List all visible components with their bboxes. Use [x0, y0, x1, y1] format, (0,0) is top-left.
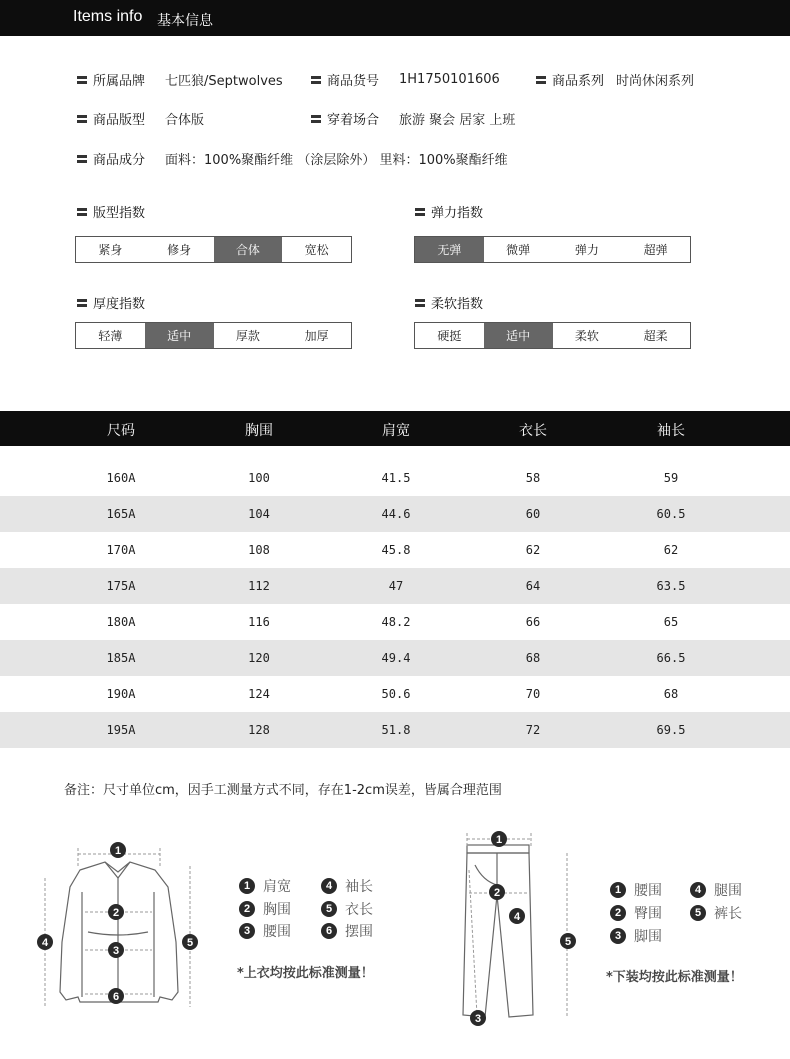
info-value: 七匹狼/Septwolves [165, 74, 283, 89]
index-option: 修身 [167, 243, 192, 257]
table-cell: 160A [106, 471, 136, 485]
index-option: 无弹 [415, 237, 484, 262]
index-option: 超弹 [643, 243, 668, 257]
bullet-icon [415, 208, 425, 216]
table-row [0, 532, 790, 568]
index-title-softness [415, 293, 483, 312]
table-cell: 63.5 [656, 579, 686, 593]
legend-label: 腰围 [634, 883, 662, 899]
table-cell: 59 [663, 471, 679, 485]
info-label: 商品货号 [327, 74, 380, 89]
number-badge: 4 [321, 878, 337, 894]
table-header-cell: 胸围 [245, 423, 273, 439]
index-option: 紧身 [98, 243, 123, 257]
bullet-icon [77, 76, 87, 84]
table-cell: 60 [525, 507, 541, 521]
info-fit [77, 109, 204, 128]
table-cell: 72 [525, 723, 541, 737]
info-sku [311, 70, 500, 89]
table-cell: 47 [388, 579, 404, 593]
number-badge: 3 [610, 928, 626, 944]
index-option: 超柔 [643, 329, 668, 343]
legend-label: 袖长 [345, 879, 373, 895]
number-badge: 5 [690, 905, 706, 921]
index-option: 硬挺 [437, 329, 462, 343]
table-cell: 100 [248, 471, 270, 485]
info-occasion [311, 109, 515, 128]
table-cell: 120 [248, 651, 270, 665]
index-option: 加厚 [304, 329, 329, 343]
bullet-icon [77, 299, 87, 307]
table-header-cell: 衣长 [519, 423, 547, 439]
table-cell: 58 [525, 471, 541, 485]
info-value: 旅游 聚会 居家 上班 [399, 113, 516, 128]
table-row [0, 604, 790, 640]
table-cell: 128 [248, 723, 270, 737]
table-cell: 185A [106, 651, 136, 665]
number-badge: 2 [610, 905, 626, 921]
diagram-marker: 5 [564, 936, 572, 948]
legend-label: 胸围 [263, 902, 291, 918]
table-cell: 180A [106, 615, 136, 629]
table-cell: 49.4 [381, 651, 411, 665]
table-cell: 41.5 [381, 471, 411, 485]
diagram-marker: 1 [114, 845, 122, 857]
table-row [0, 496, 790, 532]
info-label: 商品系列 [552, 74, 605, 89]
legend-item [239, 876, 291, 896]
bullet-icon [415, 299, 425, 307]
header-bar [0, 0, 790, 36]
index-title-label: 弹力指数 [431, 206, 484, 221]
table-cell: 195A [106, 723, 136, 737]
index-thickness-scale [75, 322, 352, 349]
table-cell: 62 [525, 543, 541, 557]
index-option: 厚款 [235, 329, 260, 343]
table-header-cell: 袖长 [657, 423, 685, 439]
top-standard-note: *上衣均按此标准测量！ [237, 966, 374, 981]
bullet-icon [77, 208, 87, 216]
index-stretch-scale [414, 236, 691, 263]
legend-label: 脚围 [634, 929, 662, 945]
table-row [0, 712, 790, 748]
number-badge: 5 [321, 901, 337, 917]
index-option: 适中 [145, 323, 214, 348]
measurement-note: 备注：尺寸单位cm，因手工测量方式不同，存在1-2cm误差，皆属合理范围 [64, 783, 502, 798]
table-cell: 60.5 [656, 507, 686, 521]
number-badge: 1 [239, 878, 255, 894]
index-option: 弹力 [574, 243, 599, 257]
index-softness-scale [414, 322, 691, 349]
info-label: 穿着场合 [327, 113, 380, 128]
legend-item [321, 921, 373, 941]
table-cell: 44.6 [381, 507, 411, 521]
diagram-marker: 5 [186, 937, 194, 949]
legend-label: 臀围 [634, 906, 662, 922]
legend-item [321, 899, 373, 919]
table-row [0, 568, 790, 604]
table-cell: 48.2 [381, 615, 411, 629]
table-cell: 190A [106, 687, 136, 701]
legend-item [690, 903, 742, 923]
table-cell: 62 [663, 543, 679, 557]
bullet-icon [77, 115, 87, 123]
index-option: 轻薄 [98, 329, 123, 343]
table-header-cell: 肩宽 [382, 423, 410, 439]
table-cell: 51.8 [381, 723, 411, 737]
table-cell: 124 [248, 687, 270, 701]
legend-item [610, 926, 662, 946]
legend-item [239, 921, 291, 941]
table-cell: 68 [663, 687, 679, 701]
table-cell: 64 [525, 579, 541, 593]
legend-item [321, 876, 373, 896]
index-option: 适中 [484, 323, 553, 348]
legend-label: 腰围 [263, 924, 291, 940]
bullet-icon [536, 76, 546, 84]
table-cell: 50.6 [381, 687, 411, 701]
table-cell: 68 [525, 651, 541, 665]
table-cell: 165A [106, 507, 136, 521]
table-row [0, 460, 790, 496]
index-option: 宽松 [304, 243, 329, 257]
legend-label: 摆围 [345, 924, 373, 940]
number-badge: 2 [239, 901, 255, 917]
index-title-label: 柔软指数 [431, 297, 484, 312]
legend-item [610, 903, 662, 923]
index-fit-scale [75, 236, 352, 263]
diagram-marker: 2 [112, 907, 120, 919]
info-value: 时尚休闲系列 [616, 74, 695, 89]
table-cell: 104 [248, 507, 270, 521]
info-value: 1H1750101606 [399, 72, 500, 87]
legend-item [239, 899, 291, 919]
table-cell: 70 [525, 687, 541, 701]
index-option: 合体 [214, 237, 283, 262]
index-title-thickness [77, 293, 145, 312]
legend-label: 裤长 [714, 906, 742, 922]
index-title-label: 版型指数 [93, 206, 146, 221]
legend-item [690, 880, 742, 900]
number-badge: 1 [610, 882, 626, 898]
table-row [0, 676, 790, 712]
diagram-marker: 2 [493, 887, 501, 899]
info-material [77, 149, 508, 168]
info-label: 商品成分 [93, 153, 146, 168]
info-label: 所属品牌 [93, 74, 146, 89]
table-cell: 65 [663, 615, 679, 629]
info-series [536, 70, 694, 89]
legend-item [610, 880, 662, 900]
diagram-marker: 6 [112, 991, 120, 1003]
header-title-en: Items info [73, 8, 143, 25]
number-badge: 6 [321, 923, 337, 939]
info-brand [77, 70, 283, 89]
info-value: 合体版 [165, 113, 205, 128]
table-cell: 170A [106, 543, 136, 557]
pants-diagram [455, 825, 590, 1030]
diagram-marker: 1 [495, 834, 503, 846]
diagram-marker: 3 [474, 1013, 482, 1025]
info-label: 商品版型 [93, 113, 146, 128]
number-badge: 4 [690, 882, 706, 898]
table-header-cell: 尺码 [107, 423, 135, 439]
bullet-icon [77, 155, 87, 163]
diagram-marker: 4 [513, 911, 521, 923]
table-cell: 66 [525, 615, 541, 629]
diagram-marker: 3 [112, 945, 120, 957]
header-title-cn: 基本信息 [157, 13, 213, 29]
table-cell: 116 [248, 615, 270, 629]
diagram-marker: 4 [41, 937, 49, 949]
table-cell: 108 [248, 543, 270, 557]
table-cell: 66.5 [656, 651, 686, 665]
index-option: 柔软 [574, 329, 599, 343]
table-row [0, 640, 790, 676]
index-title-label: 厚度指数 [93, 297, 146, 312]
bottom-standard-note: *下装均按此标准测量！ [606, 970, 743, 985]
bullet-icon [311, 76, 321, 84]
legend-label: 腿围 [714, 883, 742, 899]
legend-label: 衣长 [345, 902, 373, 918]
size-table-header [0, 411, 790, 446]
table-cell: 112 [248, 579, 270, 593]
table-cell: 175A [106, 579, 136, 593]
info-value: 面料：100%聚酯纤维 （涂层除外） 里料：100%聚酯纤维 [165, 153, 508, 168]
shirt-diagram [30, 832, 220, 1016]
number-badge: 3 [239, 923, 255, 939]
index-title-fit [77, 202, 145, 221]
index-title-stretch [415, 202, 483, 221]
legend-label: 肩宽 [263, 879, 291, 895]
index-option: 微弹 [506, 243, 531, 257]
bullet-icon [311, 115, 321, 123]
table-cell: 69.5 [656, 723, 686, 737]
table-cell: 45.8 [381, 543, 411, 557]
